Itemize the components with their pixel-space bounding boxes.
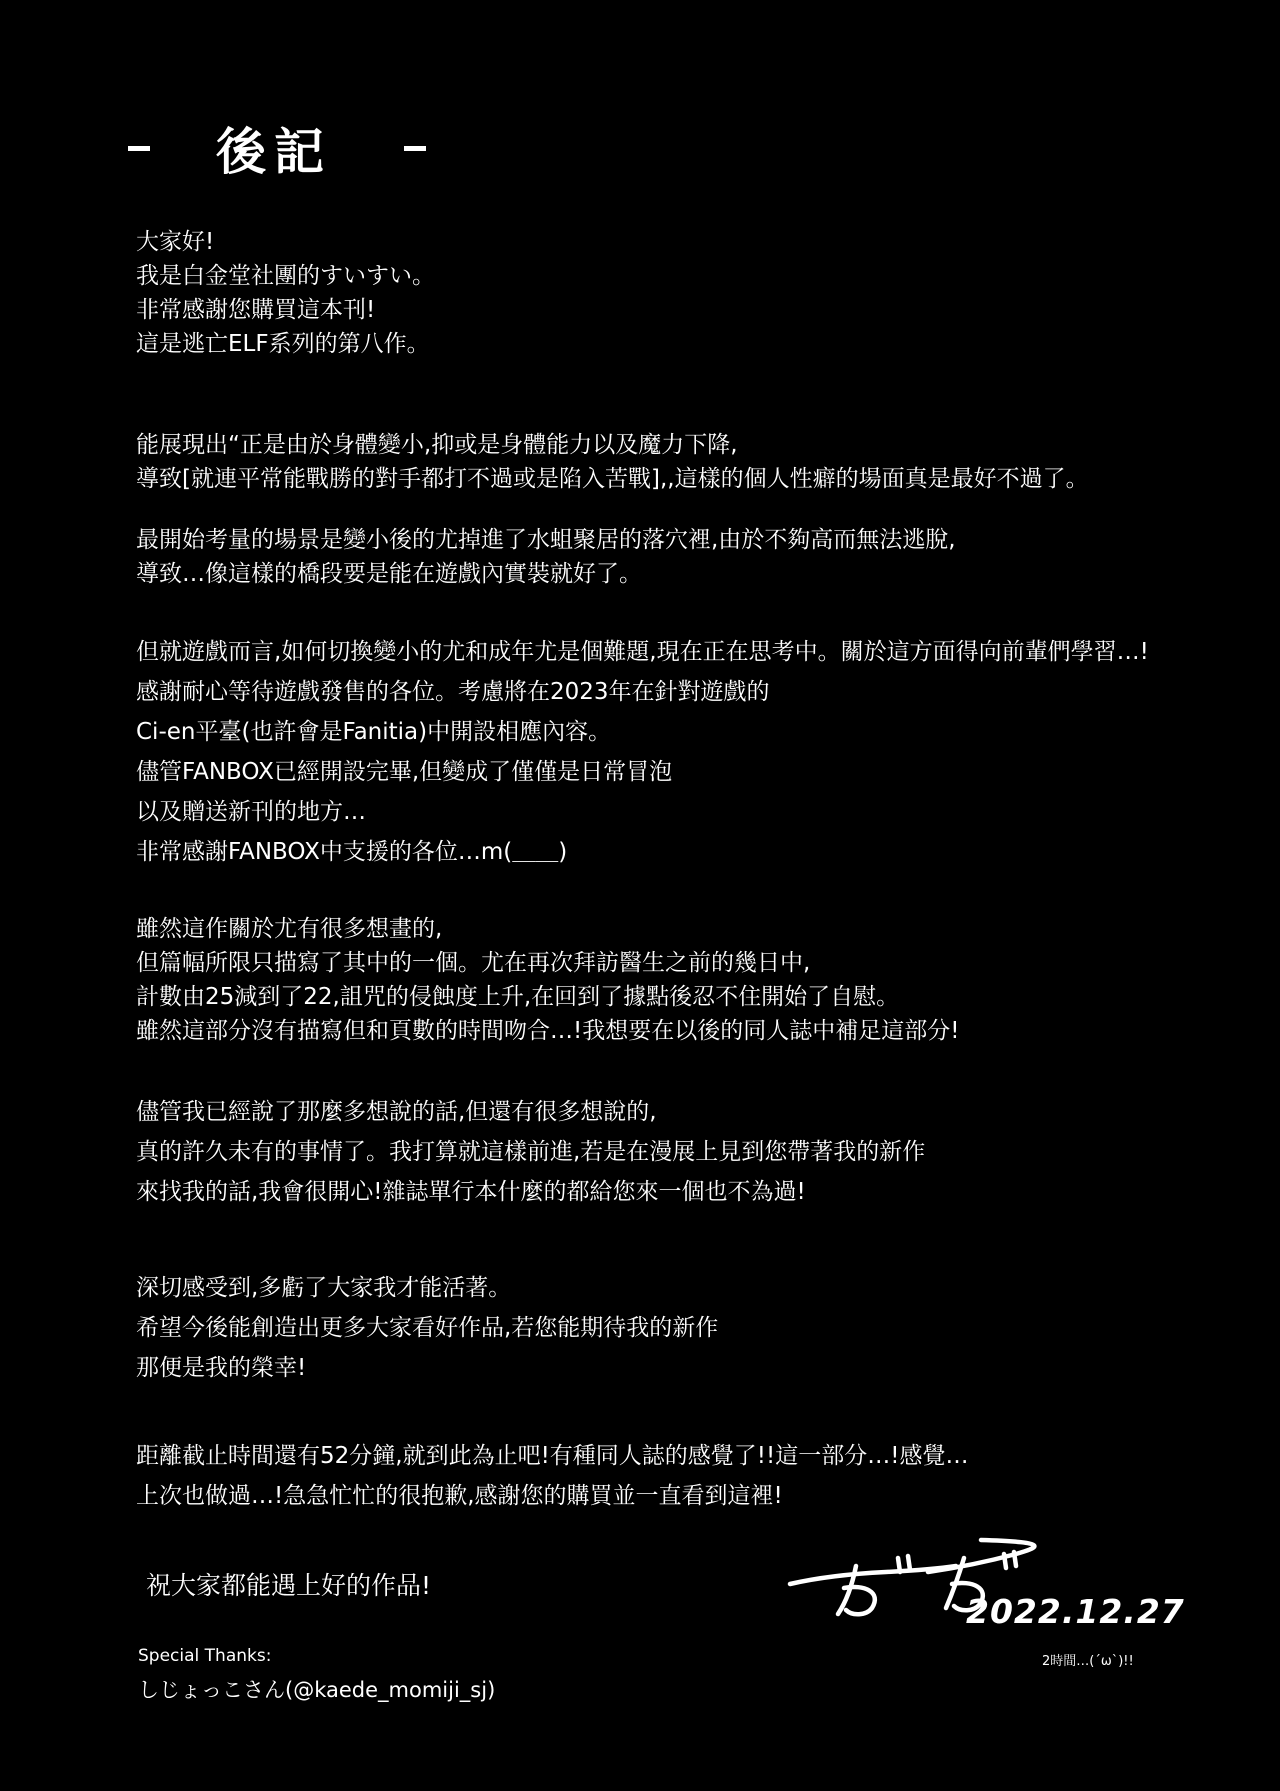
title-dash-right xyxy=(404,146,426,151)
paragraph-fetish xyxy=(136,428,1089,496)
text-line: 以及贈送新刊的地方… xyxy=(136,799,366,825)
text-line: Ci-en平臺(也許會是Fanitia)中開設相應內容。 xyxy=(136,719,612,745)
text-line: 來找我的話,我會很開心!雜誌單行本什麼的都給您來一個也不為過! xyxy=(136,1179,806,1205)
text-line: 感謝耐心等待遊戲發售的各位。考慮將在2023年在針對遊戲的 xyxy=(136,679,770,705)
paragraph-story xyxy=(136,912,959,1048)
paragraph-game xyxy=(136,632,1149,872)
text-line: 這是逃亡ELF系列的第八作。 xyxy=(136,331,430,357)
text-line: 大家好! xyxy=(136,229,215,255)
text-line: 雖然這作關於尤有很多想畫的, xyxy=(136,916,443,942)
text-line: 能展現出“正是由於身體變小,抑或是身體能力以及魔力下降, xyxy=(136,432,738,458)
title-dash-left xyxy=(128,146,150,151)
paragraph-scene xyxy=(136,523,956,591)
text-line: 深切感受到,多虧了大家我才能活著。 xyxy=(136,1275,512,1301)
text-line: 導致…像這樣的橋段要是能在遊戲內實裝就好了。 xyxy=(136,561,642,587)
page-title-row xyxy=(128,112,426,184)
text-line: 計數由25減到了22,詛咒的侵蝕度上升,在回到了據點後忍不住開始了自慰。 xyxy=(136,984,900,1010)
paragraph-greeting xyxy=(136,225,435,361)
text-line: 希望今後能創造出更多大家看好作品,若您能期待我的新作 xyxy=(136,1315,719,1341)
text-line: 非常感謝FANBOX中支援的各位…m(＿＿) xyxy=(136,839,568,865)
text-line: 儘管我已經說了那麼多想說的話,但還有很多想說的, xyxy=(136,1099,657,1125)
date-stamp: 2022.12.27 xyxy=(966,1592,1185,1631)
signature-note: 2時間…(´ω`)!! xyxy=(1042,1654,1134,1669)
special-thanks-name: しじょっこさん(@kaede_momiji_sj) xyxy=(138,1678,496,1702)
text-line: 儘管FANBOX已經開設完畢,但變成了僅僅是日常冒泡 xyxy=(136,759,673,785)
text-line: 上次也做過…!急急忙忙的很抱歉,感謝您的購買並一直看到這裡! xyxy=(136,1483,783,1509)
paragraph-future xyxy=(136,1092,925,1212)
text-line: 非常感謝您購買這本刊! xyxy=(136,297,376,323)
text-line: 我是白金堂社團的すいすい。 xyxy=(136,263,435,289)
page-title: 後記 xyxy=(216,122,332,181)
text-line: 那便是我的榮幸! xyxy=(136,1355,307,1381)
closing-line: 祝大家都能遇上好的作品! xyxy=(146,1571,432,1600)
paragraph-thanks xyxy=(136,1268,718,1388)
paragraph-deadline xyxy=(136,1436,968,1516)
text-line: 雖然這部分沒有描寫但和頁數的時間吻合…!我想要在以後的同人誌中補足這部分! xyxy=(136,1018,960,1044)
text-line: 導致[就連平常能戰勝的對手都打不過或是陷入苦戰],,這樣的個人性癖的場面真是最好不過了。 xyxy=(136,466,1089,492)
text-line: 真的許久未有的事情了。我打算就這樣前進,若是在漫展上見到您帶著我的新作 xyxy=(136,1139,926,1165)
text-line: 但篇幅所限只描寫了其中的一個。尤在再次拜訪醫生之前的幾日中, xyxy=(136,950,811,976)
special-thanks-label: Special Thanks: xyxy=(138,1646,272,1666)
text-line: 但就遊戲而言,如何切換變小的尤和成年尤是個難題,現在正在思考中。關於這方面得向前輩們學習…! xyxy=(136,639,1149,665)
text-line: 距離截止時間還有52分鐘,就到此為止吧!有種同人誌的感覺了!!這一部分…!感覺… xyxy=(136,1443,969,1469)
text-line: 最開始考量的場景是變小後的尤掉進了水蛆聚居的落穴裡,由於不夠高而無法逃脫, xyxy=(136,527,956,553)
